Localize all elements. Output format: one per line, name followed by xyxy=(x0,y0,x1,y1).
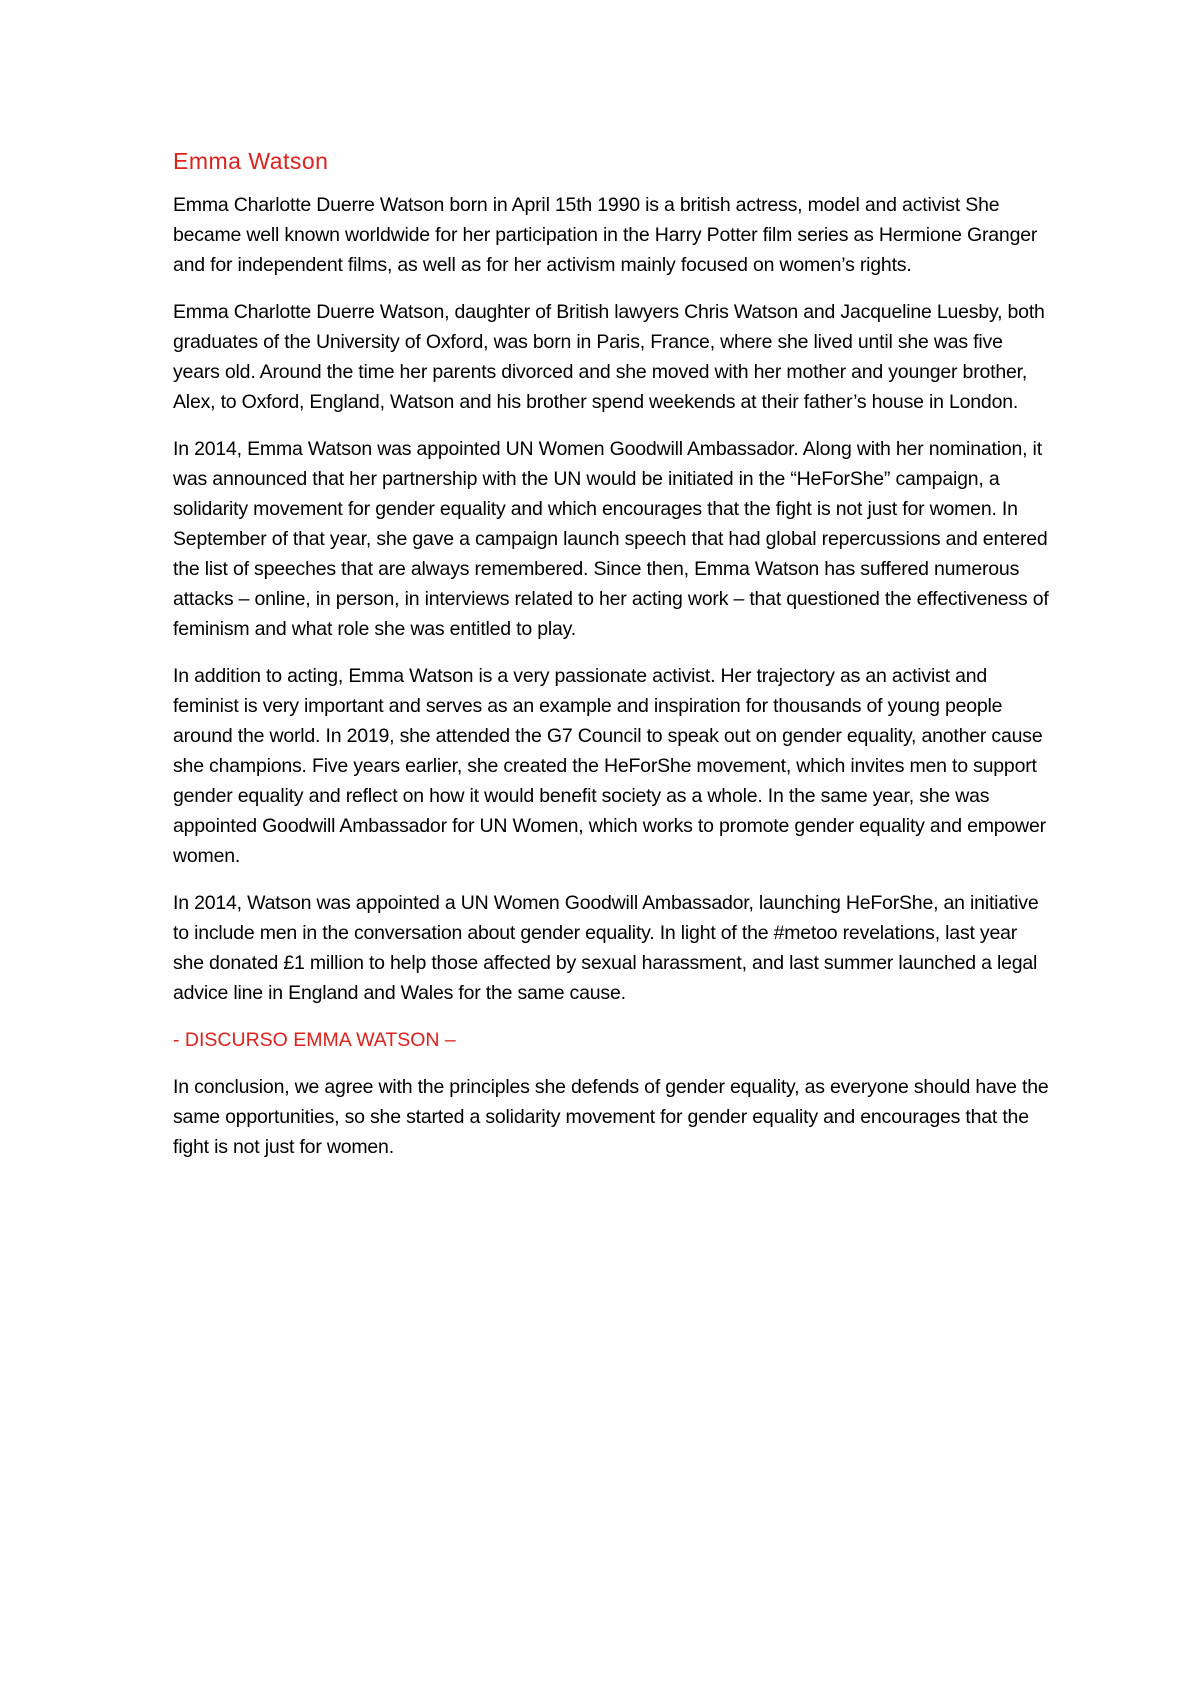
paragraph-intro: Emma Charlotte Duerre Watson born in April 15th 1990 is a british actress, model and activist She became well known worldwide for her participation in the Harry Potter film series as Hermione Granger and for independent films, as well as for her activism mainly focused on women’s rights. xyxy=(173,194,1038,276)
paragraph-activism: In addition to acting, Emma Watson is a very passionate activist. Her trajectory as an activist and feminist is very important and serves as an example and inspiration for thousands of young people around the world. In 2019, she attended the G7 Council to speak out on gender equality, another cause she champions. Five years earlier, she created the HeForShe movement, which invites men to support gender equality and reflect on how it would benefit society as a whole. In the same year, she was appointed Goodwill Ambassador for UN Women, which works to promote gender equality and empower women. xyxy=(173,665,1046,867)
paragraph-ambassador: In 2014, Watson was appointed a UN Women Goodwill Ambassador, launching HeForShe, an initiative to include men in the conversation about gender equality. In light of the #metoo revelations, last year she donated £1 million to help those affected by sexual harassment, and last summer launched a legal advice line in England and Wales for the same cause. xyxy=(173,892,1039,1004)
speech-heading: - DISCURSO EMMA WATSON – xyxy=(173,1029,456,1051)
paragraph-conclusion: In conclusion, we agree with the principles she defends of gender equality, as everyone should have the same opportunities, so she started a solidarity movement for gender equality and encourages that the fight is not just for women. xyxy=(173,1076,1049,1158)
document-body xyxy=(173,146,1053,1179)
paragraph-heforshe: In 2014, Emma Watson was appointed UN Women Goodwill Ambassador. Along with her nomination, it was announced that her partnership with the UN would be initiated in the “HeForShe” campaign, a solidarity movement for gender equality and which encourages that the fight is not just for women. In September of that year, she gave a campaign launch speech that had global repercussions and entered the list of speeches that are always remembered. Since then, Emma Watson has suffered numerous attacks – online, in person, in interviews related to her acting work – that questioned the effectiveness of feminism and what role she was entitled to play. xyxy=(173,438,1049,640)
document-title: Emma Watson xyxy=(173,148,329,174)
paragraph-early-life: Emma Charlotte Duerre Watson, daughter of British lawyers Chris Watson and Jacqueline Luesby, both graduates of the University of Oxford, was born in Paris, France, where she lived until she was five years old. Around the time her parents divorced and she moved with her mother and younger brother, Alex, to Oxford, England, Watson and his brother spend weekends at their father’s house in London. xyxy=(173,301,1045,413)
